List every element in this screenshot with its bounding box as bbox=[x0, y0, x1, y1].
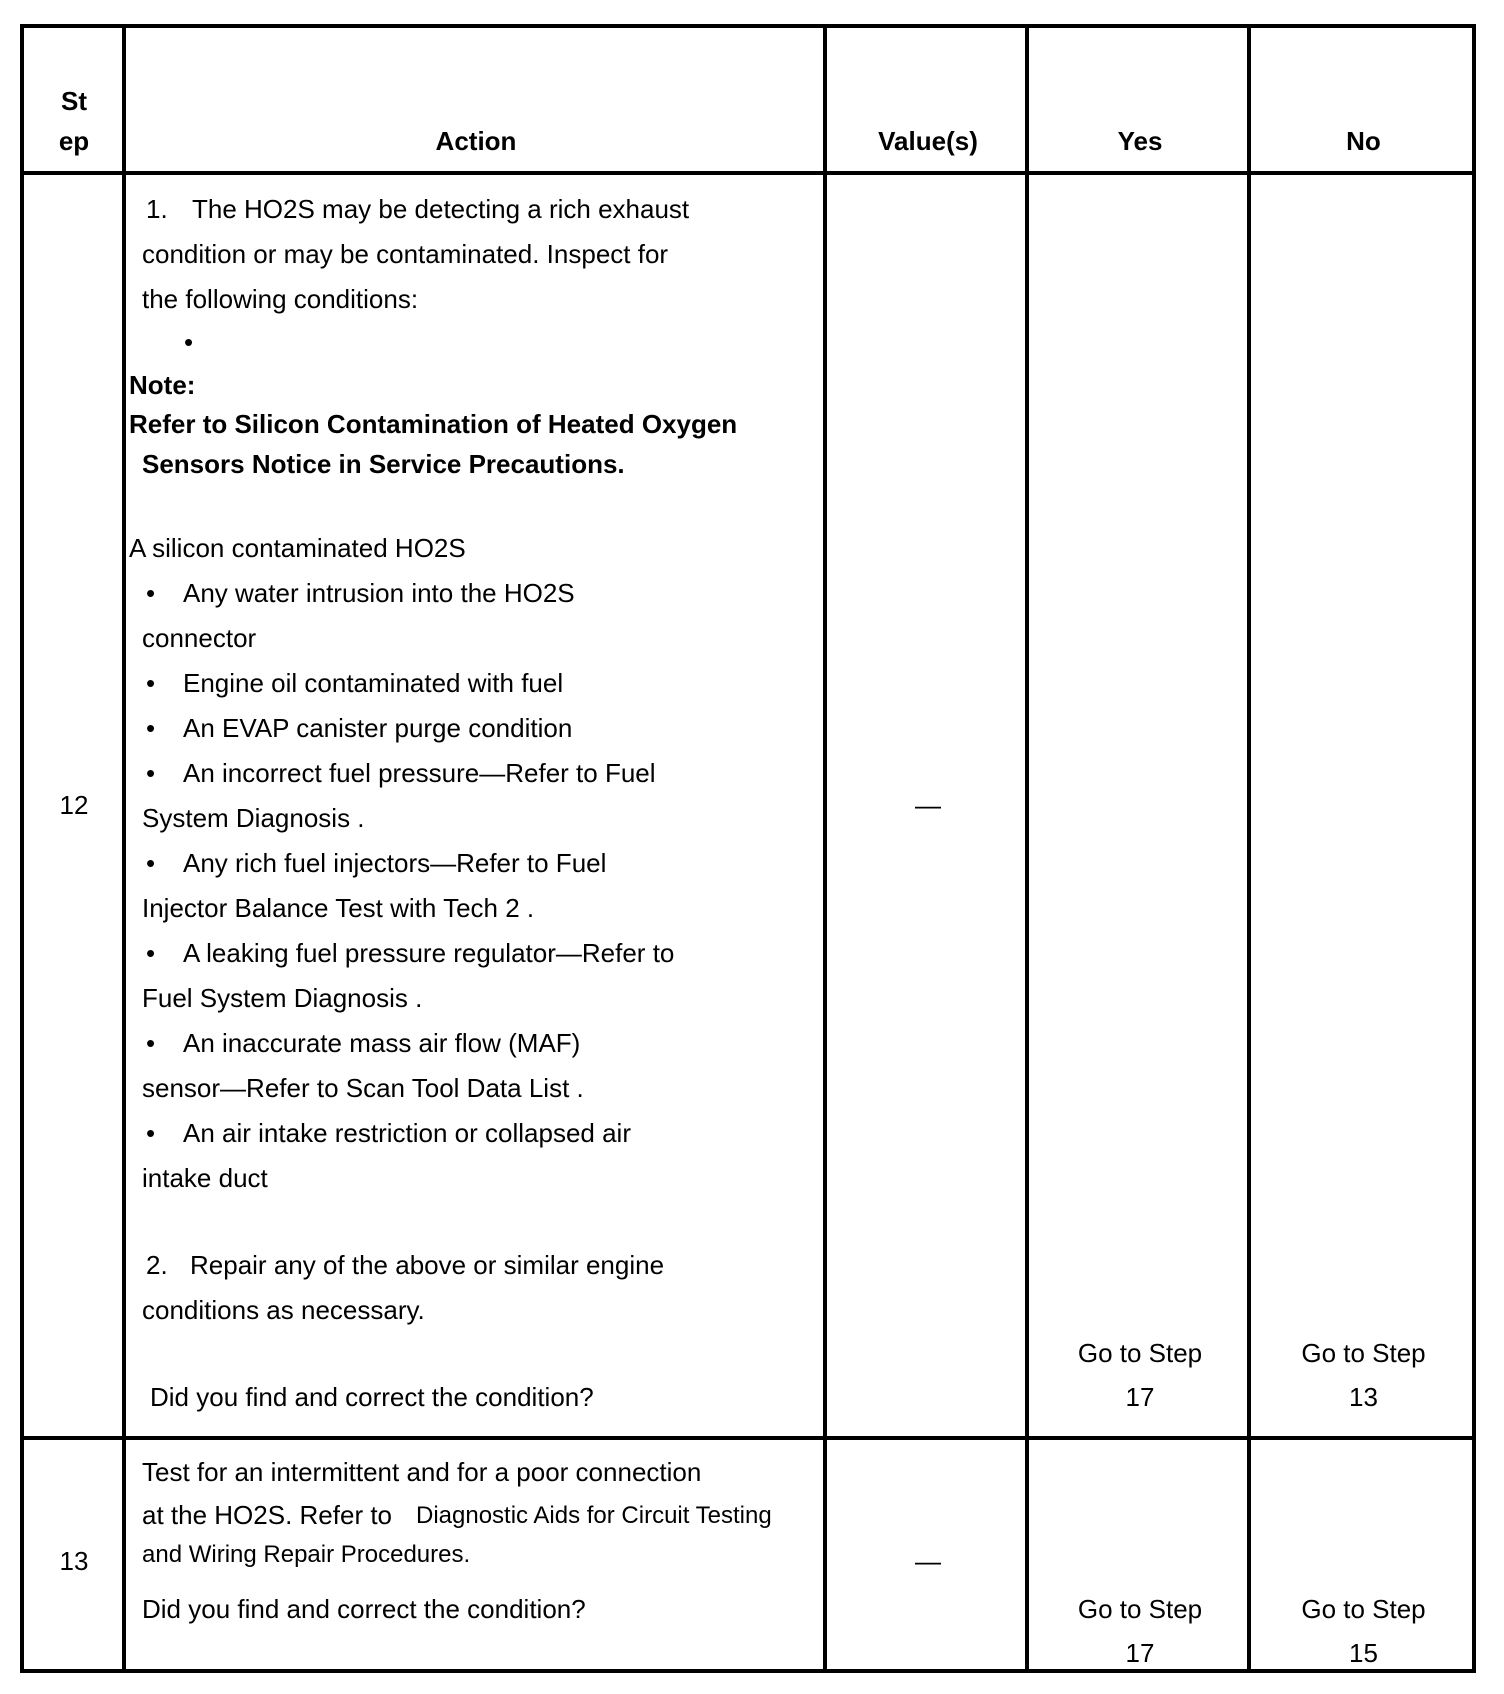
header-action: Action bbox=[435, 126, 517, 156]
row12-bottom-border bbox=[20, 1436, 1476, 1440]
row12-silicon-line: A silicon contaminated HO2S bbox=[129, 533, 466, 563]
row13-line3: and Wiring Repair Procedures. bbox=[142, 1541, 471, 1568]
header-bottom-border bbox=[20, 171, 1476, 175]
row12-yes-line2[interactable]: 17 bbox=[1125, 1382, 1155, 1412]
row12-cond7-line2: sensor—Refer to Scan Tool Data List . bbox=[142, 1073, 584, 1103]
row12-yes-line1[interactable]: Go to Step bbox=[1077, 1338, 1203, 1368]
row12-item1-line1: The HO2S may be detecting a rich exhaust bbox=[192, 194, 690, 224]
header-no: No bbox=[1346, 126, 1381, 156]
row12-cond8-line2: intake duct bbox=[142, 1163, 268, 1193]
row13-line2-b: Diagnostic Aids for Circuit Testing bbox=[416, 1502, 772, 1529]
row12-item1-line2: condition or may be contaminated. Inspect for bbox=[142, 239, 669, 269]
col-border-yes bbox=[1247, 24, 1251, 1673]
row13-no-line1[interactable]: Go to Step bbox=[1301, 1594, 1426, 1624]
row12-cond1-line2: connector bbox=[142, 623, 257, 653]
row12-step: 12 bbox=[59, 790, 89, 820]
col-border-left bbox=[20, 24, 24, 1673]
row12-cond3: An EVAP canister purge condition bbox=[183, 713, 573, 743]
row12-bullet-4: • bbox=[146, 758, 156, 788]
row12-bullet-6: • bbox=[146, 938, 156, 968]
row12-value: — bbox=[915, 790, 941, 820]
row12-bullet-2: • bbox=[146, 668, 156, 698]
row12-cond6-line2: Fuel System Diagnosis . bbox=[142, 983, 423, 1013]
header-step-line2: ep bbox=[58, 126, 90, 156]
row12-note-line1: Refer to Silicon Contamination of Heated Oxygen bbox=[129, 409, 738, 439]
row12-cond4-line2: System Diagnosis . bbox=[142, 803, 365, 833]
row12-item2-number: 2. bbox=[146, 1250, 168, 1280]
table-bottom-border bbox=[20, 1669, 1476, 1673]
row12-no-line1[interactable]: Go to Step bbox=[1301, 1338, 1426, 1368]
row12-cond4-line1: An incorrect fuel pressure—Refer to Fuel bbox=[183, 758, 656, 788]
row13-yes-line2[interactable]: 17 bbox=[1125, 1638, 1155, 1668]
row12-cond5-line2: Injector Balance Test with Tech 2 . bbox=[142, 893, 535, 923]
header-yes: Yes bbox=[1117, 126, 1163, 156]
col-border-values bbox=[1025, 24, 1029, 1673]
row13-no-line2[interactable]: 15 bbox=[1349, 1638, 1378, 1668]
row12-cond1-line1: Any water intrusion into the HO2S bbox=[183, 578, 575, 608]
row13-yes-line1[interactable]: Go to Step bbox=[1077, 1594, 1203, 1624]
row12-bullet-3: • bbox=[146, 713, 156, 743]
col-border-step bbox=[122, 24, 126, 1673]
header-values: Value(s) bbox=[878, 126, 978, 156]
row13-step: 13 bbox=[59, 1546, 89, 1576]
row12-question: Did you find and correct the condition? bbox=[150, 1382, 594, 1412]
row12-cond5-line1: Any rich fuel injectors—Refer to Fuel bbox=[183, 848, 607, 878]
row12-item1-line3: the following conditions: bbox=[142, 284, 419, 314]
row12-no-line2[interactable]: 13 bbox=[1349, 1382, 1378, 1412]
row12-cond6-line1: A leaking fuel pressure regulator—Refer to bbox=[183, 938, 675, 968]
row12-empty-bullet: • bbox=[184, 327, 194, 357]
row13-line2-a: at the HO2S. Refer to bbox=[142, 1500, 393, 1530]
row12-bullet-5: • bbox=[146, 848, 156, 878]
row12-note-label: Note: bbox=[129, 370, 196, 400]
row13-line1: Test for an intermittent and for a poor connection bbox=[142, 1457, 702, 1487]
row12-note-line2: Sensors Notice in Service Precautions. bbox=[142, 449, 625, 479]
row12-item2-line2: conditions as necessary. bbox=[142, 1295, 425, 1325]
header-step-line1: St bbox=[61, 86, 87, 116]
row12-item1-number: 1. bbox=[146, 194, 168, 224]
row13-value: — bbox=[915, 1546, 941, 1576]
col-border-action bbox=[823, 24, 827, 1673]
row12-cond7-line1: An inaccurate mass air flow (MAF) bbox=[183, 1028, 581, 1058]
row12-bullet-8: • bbox=[146, 1118, 156, 1148]
table-top-border bbox=[20, 24, 1476, 28]
row12-bullet-1: • bbox=[146, 578, 156, 608]
row12-cond8-line1: An air intake restriction or collapsed air bbox=[183, 1118, 631, 1148]
row12-bullet-7: • bbox=[146, 1028, 156, 1058]
row12-cond2: Engine oil contaminated with fuel bbox=[183, 668, 564, 698]
row12-item2-line1: Repair any of the above or similar engine bbox=[190, 1250, 665, 1280]
col-border-right bbox=[1472, 24, 1476, 1673]
row13-question: Did you find and correct the condition? bbox=[142, 1594, 586, 1624]
